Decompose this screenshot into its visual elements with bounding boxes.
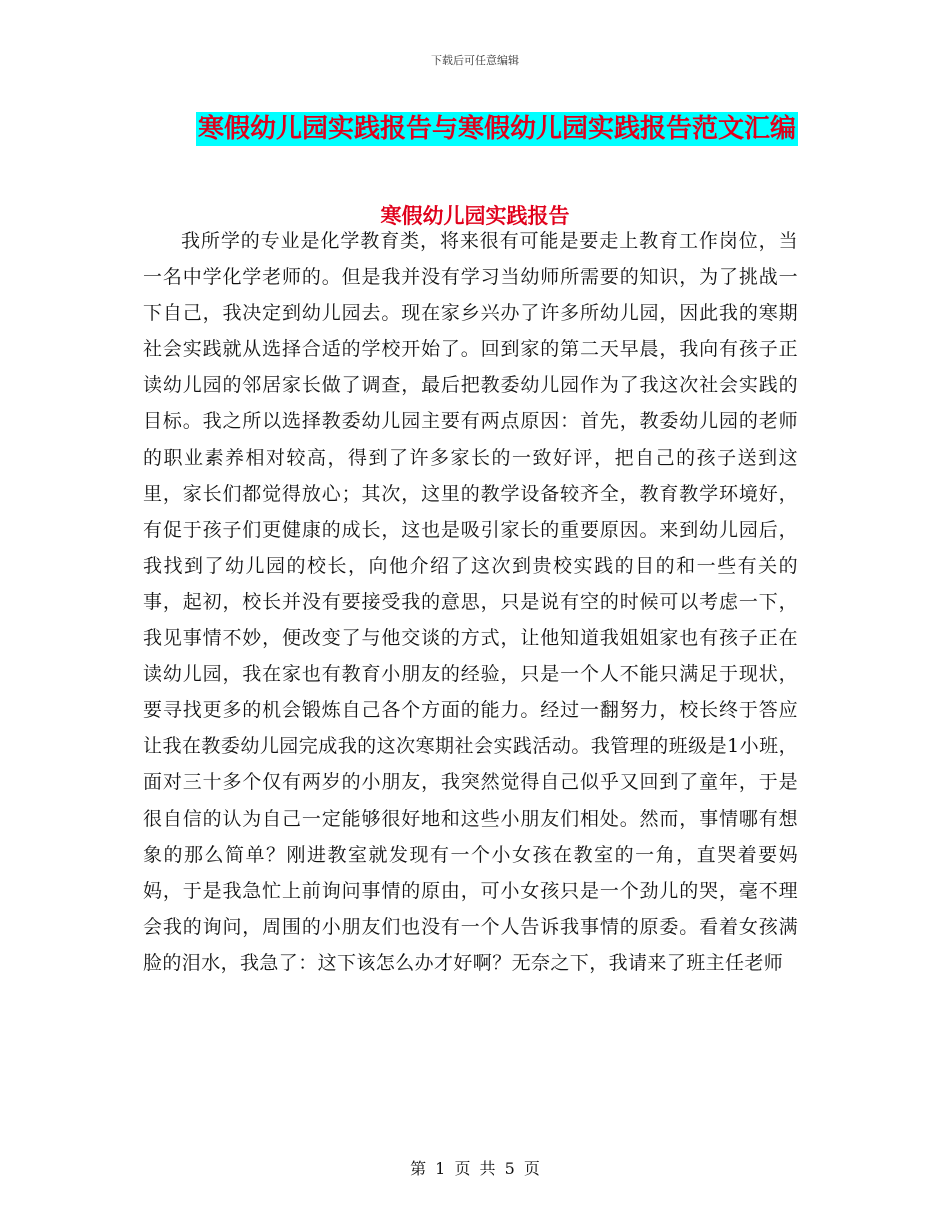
document-title: 寒假幼儿园实践报告与寒假幼儿园实践报告范文汇编 bbox=[198, 114, 797, 144]
section-title: 寒假幼儿园实践报告 bbox=[380, 203, 570, 228]
body-paragraph: 我所学的专业是化学教育类，将来很有可能是要走上教育工作岗位，当一名中学化学老师的。但是我并没有学习当幼师所需要的知识，为了挑战一下自己，我决定到幼儿园去。现在家乡兴办了许多所幼儿园，因此我的寒期社会实践就从选择合适的学校开始了。回到家的第二天早晨，我向有孩子正读幼儿园的邻居家长做了调查，最后把教委幼儿园作为了我这次社会实践的目标。我之所以选择教委幼儿园主要有两点原因：首先，教委幼儿园的老师的职业素养相对较高，得到了许多家长的一致好评，把自己的孩子送到这里，家长们都觉得放心；其次，这里的教学设备较齐全，教育教学环境好，有促于孩子们更健康的成长，这也是吸引家长的重要原因。来到幼儿园后，我找到了幼儿园的校长，向他介绍了这次到贵校实践的目的和一些有关的事，起初，校长并没有要接受我的意思，只是说有空的时候可以考虑一下，我见事情不妙，便改变了与他交谈的方式，让他知道我姐姐家也有孩子正在读幼儿园，我在家也有教育小朋友的经验，只是一个人不能只满足于现状，要寻找更多的机会锻炼自己各个方面的能力。经过一翻努力，校长终于答应让我在教委幼儿园完成我的这次寒期社会实践活动。我管理的班级是1小班，面对三十多个仅有两岁的小朋友，我突然觉得自己似乎又回到了童年，于是很自信的认为自己一定能够很好地和这些小朋友们相处。然而，事情哪有想象的那么简单？刚进教室就发现有一个小女孩在教室的一角，直哭着要妈妈，于是我急忙上前询问事情的原由，可小女孩只是一个劲儿的哭，毫不理会我的询问，周围的小朋友们也没有一个人告诉我事情的原委。看着女孩满脸的泪水，我急了：这下该怎么办才好啊？无奈之下，我请来了班主任老师 bbox=[143, 230, 798, 974]
page-header-note: 下载后可任意编辑 bbox=[431, 54, 519, 67]
page-number-footer: 第 1 页 共 5 页 bbox=[410, 1159, 540, 1178]
